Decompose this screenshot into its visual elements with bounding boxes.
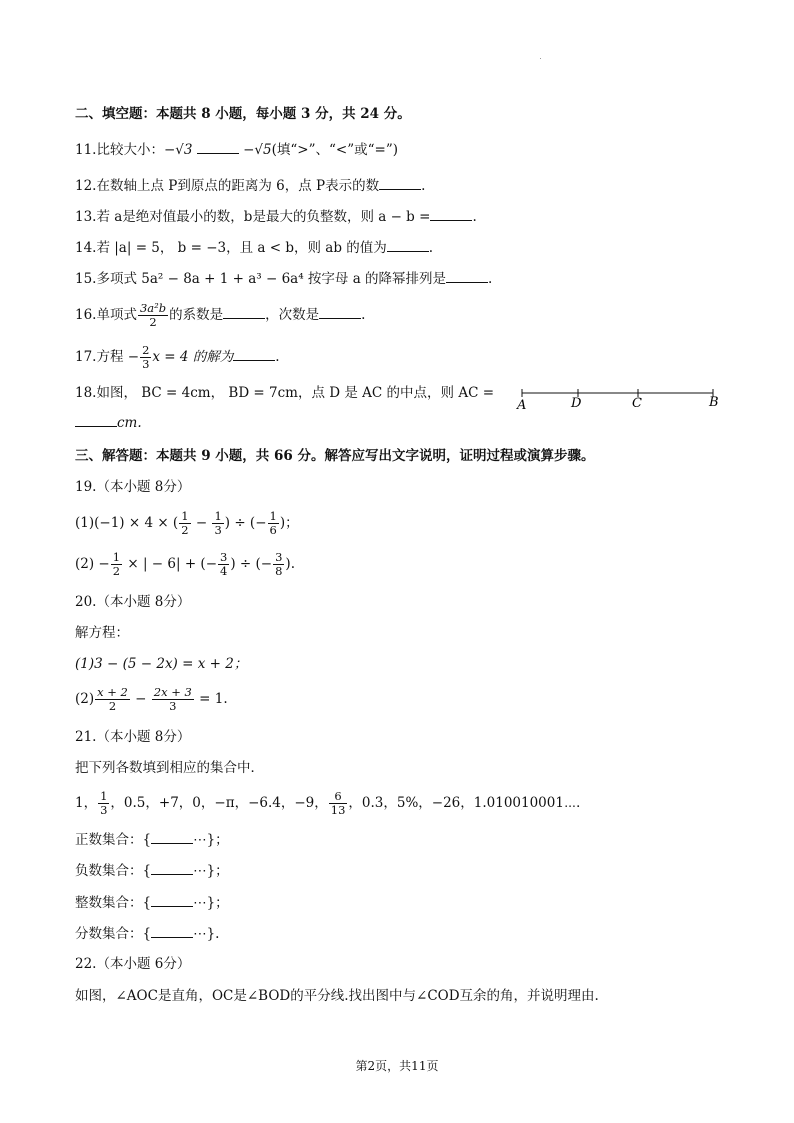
- q12-answer-blank[interactable]: [379, 175, 421, 190]
- q20-intro: 解方程：: [75, 625, 129, 641]
- question-13: 13.若 a是绝对值最小的数，b是最大的负整数，则 a − b = .: [75, 206, 477, 227]
- q16-fraction: $\frac{\text{3a²b}}{2}$: [139, 301, 167, 329]
- q20-part1: (1)3 − (5 − 2x) = x + 2；: [75, 656, 248, 672]
- q21-fraction-blank[interactable]: [151, 923, 193, 938]
- point-b-label: B: [709, 395, 719, 410]
- q17-pre: 17.方程 −: [75, 349, 140, 365]
- q21-set-positive: 正数集合：{ ⋯}；: [75, 829, 229, 850]
- q19-part1: (1)(−1) × 4 × ( $\frac{1}{2}$ − $\frac{1}{3}$ ) ÷ (− $\frac{1}{6}$ )；: [75, 509, 299, 537]
- q14-answer-blank[interactable]: [387, 237, 429, 252]
- q11-answer-blank[interactable]: [197, 139, 239, 154]
- question-14: 14.若 |a| = 5， b = −3，且 a < b，则 ab 的值为 .: [75, 237, 433, 258]
- q15-text: 15.多项式 5a² − 8a + 1 + a³ − 6a⁴ 按字母 a 的降幂排列是: [75, 271, 447, 287]
- q14-text: 14.若 |a| = 5， b = −3，且 a < b，则 ab 的值为: [75, 240, 387, 256]
- q21-positive-blank[interactable]: [151, 829, 193, 844]
- q11-left: −√3: [163, 142, 193, 158]
- page-footer: 第2页，共11页: [355, 1059, 439, 1073]
- section-header-fill-blank: 二、填空题：本题共 8 小题，每小题 3 分，共 24 分。: [75, 106, 411, 122]
- question-17: 17.方程 − $\frac{2}{3}$ x = 4 的解为 .: [75, 343, 280, 371]
- q21-set-fraction: 分数集合：{ ⋯}.: [75, 923, 219, 944]
- q18-answer-blank[interactable]: [75, 412, 117, 427]
- question-12: 12.在数轴上点 P到原点的距离为 6，点 P表示的数 .: [75, 175, 425, 196]
- q16-pre: 16.单项式: [75, 307, 137, 323]
- q21-integer-blank[interactable]: [151, 892, 193, 907]
- q17-answer-blank[interactable]: [233, 346, 275, 361]
- question-16: 16.单项式 $\frac{\text{3a²b}}{2}$ 的系数是 ，次数是 .: [75, 301, 366, 329]
- q18-unit: cm.: [117, 415, 142, 431]
- q12-text: 12.在数轴上点 P到原点的距离为 6，点 P表示的数: [75, 178, 380, 194]
- q20-title: 20.（本小题 8分）: [75, 594, 191, 610]
- q21-intro: 把下列各数填到相应的集合中．: [75, 760, 264, 776]
- q11-right: −√5: [243, 142, 272, 158]
- q20-part2: (2) $\frac{x + 2}{2}$ − $\frac{2x + 3}{3}$ = 1.: [75, 685, 228, 713]
- point-c-label: C: [632, 396, 642, 411]
- question-11: [75, 139, 398, 160]
- q13-text: 13.若 a是绝对值最小的数，b是最大的负整数，则 a − b =: [75, 209, 431, 225]
- point-d-label: D: [571, 396, 582, 411]
- question-18-cont: [75, 412, 142, 433]
- q16-mid: 的系数是: [169, 307, 224, 323]
- scan-dot: [540, 58, 541, 59]
- question-18: [75, 383, 494, 403]
- segment-diagram: [505, 380, 735, 414]
- q18-text: 18.如图， BC = 4cm， BD = 7cm，点 D 是 AC 的中点，则 AC =: [75, 385, 495, 401]
- q19-title: 19.（本小题 8分）: [75, 479, 191, 495]
- q15-answer-blank[interactable]: [446, 268, 488, 283]
- q21-negative-blank[interactable]: [151, 860, 193, 875]
- q16-degree-blank[interactable]: [319, 304, 361, 319]
- q22-title: 22.（本小题 6分）: [75, 956, 191, 972]
- q11-hint: (填“>”、“<”或“=”): [271, 142, 398, 158]
- q17-fraction: $\frac{2}{3}$: [142, 343, 150, 371]
- question-15: 15.多项式 5a² − 8a + 1 + a³ − 6a⁴ 按字母 a 的降幂排列是 .: [75, 268, 492, 289]
- q21-title: 21.（本小题 8分）: [75, 729, 191, 745]
- q22-text: 如图，∠AOC是直角，OC是∠BOD的平分线.找出图中与∠COD互余的角，并说明理由.: [75, 988, 599, 1004]
- point-a-label: A: [517, 398, 527, 413]
- q13-answer-blank[interactable]: [430, 206, 472, 221]
- q17-post: x = 4 的解为: [152, 349, 234, 365]
- q16-coefficient-blank[interactable]: [223, 304, 265, 319]
- q21-numbers: 1， $\frac{1}{3}$ ，0.5，+7，0，−π，−6.4，−9， $\frac{6}{13}$ ，0.3，5%，−26，1.010010001⋯．: [75, 789, 590, 817]
- section-header-solve: 三、解答题：本题共 9 小题，共 66 分。解答应写出文字说明，证明过程或演算步骤。: [75, 448, 595, 464]
- q21-set-integer: 整数集合：{ ⋯}；: [75, 892, 229, 913]
- q11-number: 11.比较大小：: [75, 142, 164, 158]
- q19-part2: (2) − $\frac{1}{2}$ × | − 6| + (− $\frac{3}{4}$ ) ÷ (− $\frac{3}{8}$ ).: [75, 550, 295, 578]
- q16-mid2: ，次数是: [265, 307, 320, 323]
- q21-set-negative: 负数集合：{ ⋯}；: [75, 860, 229, 881]
